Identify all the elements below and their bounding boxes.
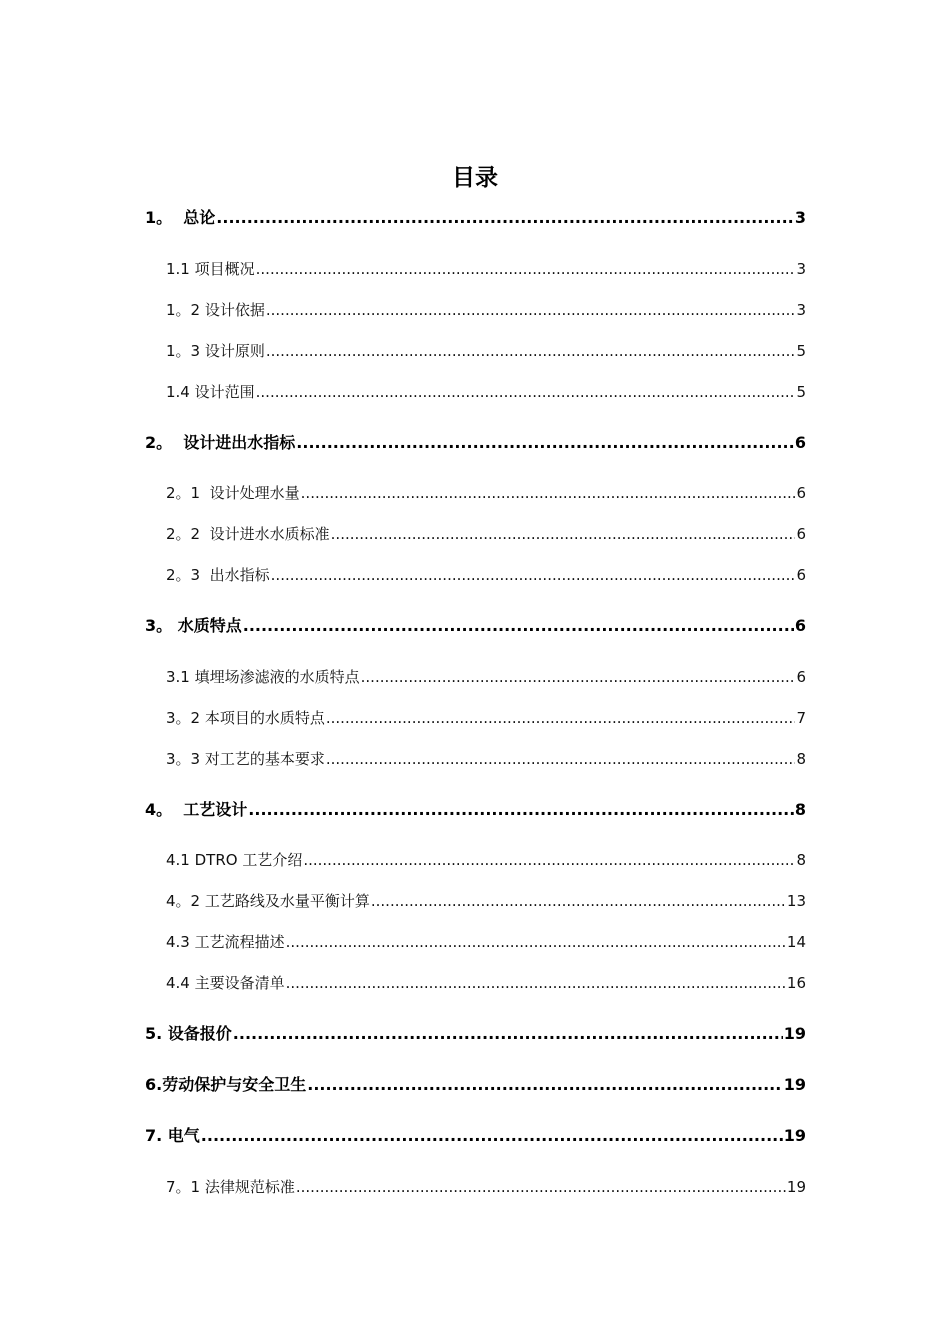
toc-dot-leader [201,1125,783,1147]
toc-entry-number: 4.3 [166,933,195,951]
toc-entry-title: 法律规范标准 [204,1178,295,1196]
toc-entry-title: 设备报价 [167,1024,232,1043]
toc-dot-leader [216,207,794,229]
toc-dot-leader [266,340,796,362]
toc-entry[interactable] [166,381,806,403]
toc-entry-title: 工艺路线及水量平衡计算 [204,892,370,910]
toc-entry-page: 5 [796,383,806,401]
toc-entry[interactable] [166,748,806,770]
toc-dot-leader [243,615,794,637]
toc-entry-title: 填埋场渗滤液的水质特点 [194,668,360,686]
toc-entry-page: 6 [796,668,806,686]
toc-entry[interactable] [166,482,806,504]
toc-dot-leader [286,972,786,994]
toc-dot-leader [326,748,796,770]
toc-entry-number: 3.1 [166,668,195,686]
toc-entry-number: 3。3 [166,750,205,768]
toc-entry[interactable] [145,1023,806,1045]
toc-entry-title: 对工艺的基本要求 [204,750,325,768]
toc-entry[interactable] [166,666,806,688]
toc-entry-page: 6 [796,484,806,502]
toc-entry-number: 3。2 [166,709,205,727]
toc-entry-title: 总论 [183,208,216,227]
toc-dot-leader [371,890,786,912]
toc-entry-page: 19 [786,1178,806,1196]
toc-entry-page: 19 [783,1126,806,1145]
toc-entry-number: 1.1 [166,260,195,278]
toc-entry[interactable] [166,707,806,729]
toc-entry[interactable] [145,615,806,637]
toc-entry-page: 8 [796,750,806,768]
toc-dot-leader [266,299,796,321]
page-title: 目录 [452,165,498,191]
toc-entry[interactable] [166,972,806,994]
toc-entry-number: 4.4 [166,974,195,992]
toc-entry[interactable] [166,890,806,912]
toc-entry-page: 3 [796,260,806,278]
toc-dot-leader [248,799,794,821]
toc-entry-title: 项目概况 [194,260,255,278]
toc-entry-number: 2。 [145,433,173,452]
toc-entry-number: 3。 [145,616,173,635]
toc-dot-leader [331,523,796,545]
toc-entry-title: 设计处理水量 [209,484,300,502]
toc-entry-title: 设计依据 [204,301,265,319]
toc-dot-leader [233,1023,783,1045]
toc-entry-number: 1。3 [166,342,205,360]
toc-entry-page: 6 [794,433,806,452]
toc-entry-gap [172,432,183,454]
toc-entry[interactable] [166,931,806,953]
toc-dot-leader [256,381,796,403]
toc-dot-leader [296,1176,786,1198]
toc-entry-title: 电气 [167,1126,200,1145]
toc-entry-number: 4。2 [166,892,205,910]
toc-dot-leader [256,258,796,280]
toc-entry-page: 8 [796,851,806,869]
toc-entry-page: 19 [783,1024,806,1043]
toc-entry-title: 设计进出水指标 [183,433,296,452]
toc-entry[interactable] [145,1074,806,1096]
toc-dot-leader [286,931,786,953]
toc-entry-page: 6 [794,616,806,635]
toc-entry[interactable] [145,432,806,454]
toc-entry[interactable] [166,849,806,871]
toc-dot-leader [361,666,796,688]
toc-entry-number: 7。1 [166,1178,205,1196]
toc-dot-leader [326,707,796,729]
toc-entry-title: 设计范围 [194,383,255,401]
toc-entry[interactable] [166,258,806,280]
toc-entry[interactable] [166,340,806,362]
toc-entry-number: 1.4 [166,383,195,401]
toc-entry-number: 2。2 [166,525,205,543]
toc-entry[interactable] [166,1176,806,1198]
toc-entry-number: 1。2 [166,301,205,319]
toc-entry[interactable] [145,207,806,229]
toc-entry-title: DTRO 工艺介绍 [194,851,303,869]
toc-entry-number: 4.1 [166,851,195,869]
toc-entry[interactable] [145,1125,806,1147]
toc-entry-number: 2。1 [166,484,205,502]
toc-entry[interactable] [166,299,806,321]
toc-entry-title: 设计原则 [204,342,265,360]
toc-dot-leader [296,432,794,454]
toc-entry-page: 6 [796,566,806,584]
toc-entry[interactable] [166,564,806,586]
toc-entry-title: 本项目的水质特点 [204,709,325,727]
toc-entry-gap [172,207,183,229]
toc-entry[interactable] [166,523,806,545]
toc-dot-leader [303,849,795,871]
toc-entry-page: 7 [796,709,806,727]
toc-entry-title: 水质特点 [177,616,242,635]
toc-entry-page: 13 [786,892,806,910]
toc-entry-number: 1。 [145,208,173,227]
toc-entry-page: 8 [794,800,806,819]
toc-entry-title: 主要设备清单 [194,974,285,992]
toc-dot-leader [301,482,796,504]
toc-entry-page: 19 [783,1075,806,1094]
toc-entry-page: 5 [796,342,806,360]
toc-entry-title: 设计进水水质标准 [209,525,330,543]
toc-entry-number: 6. [145,1075,163,1094]
toc-entry-gap [172,799,183,821]
toc-entry-number: 2。3 [166,566,205,584]
toc-entry-number: 5. [145,1024,168,1043]
toc-entry-title: 出水指标 [209,566,270,584]
toc-entry-number: 4。 [145,800,173,819]
toc-entry-page: 16 [786,974,806,992]
toc-entry-page: 3 [794,208,806,227]
toc-entry-title: 劳动保护与安全卫生 [162,1075,307,1094]
toc-entry-page: 3 [796,301,806,319]
toc-entry[interactable] [145,799,806,821]
toc-dot-leader [271,564,796,586]
toc-entry-page: 14 [786,933,806,951]
toc-entry-number: 7. [145,1126,168,1145]
toc-entry-title: 工艺设计 [183,800,248,819]
toc-entry-page: 6 [796,525,806,543]
toc-dot-leader [307,1074,783,1096]
toc-entry-title: 工艺流程描述 [194,933,285,951]
